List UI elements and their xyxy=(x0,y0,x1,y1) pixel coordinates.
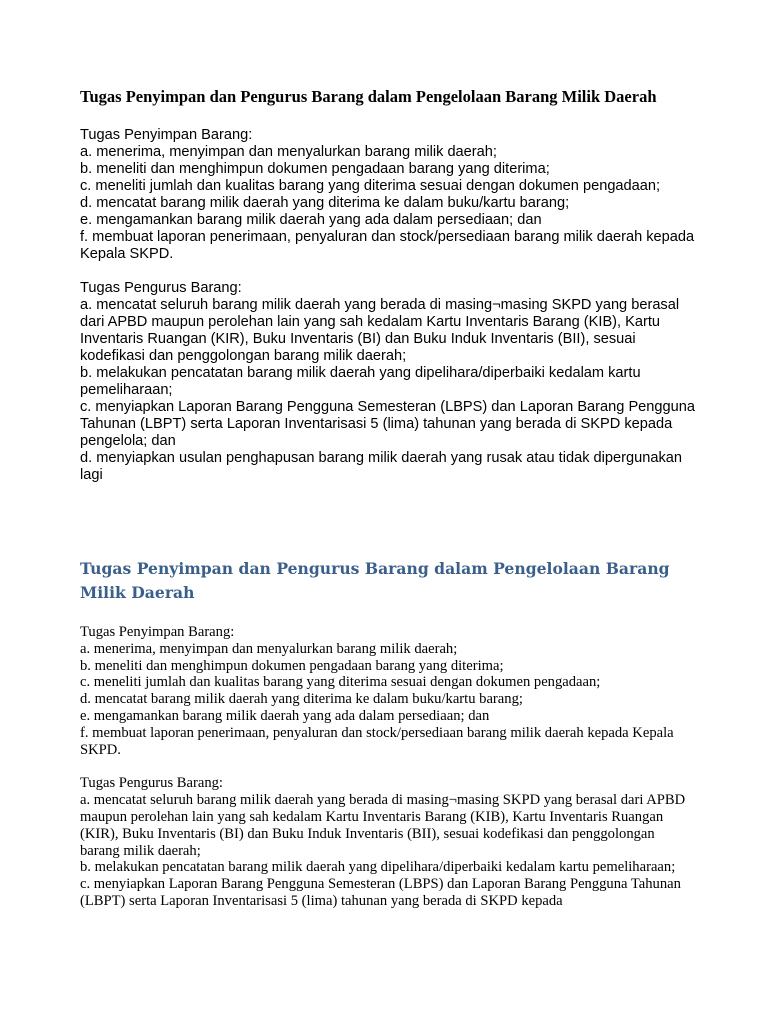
list-item: b. melakukan pencatatan barang milik daerah yang dipelihara/diperbaiki kedalam kartu pemeliharaan; xyxy=(80,859,676,876)
list-item: b. meneliti dan menghimpun dokumen pengadaan barang yang diterima; xyxy=(80,657,504,674)
list-item: f. membuat laporan penerimaan, penyaluran dan stock/persediaan barang milik daerah kepada Kepala SKPD. xyxy=(80,229,695,262)
list-item: a. menerima, menyimpan dan menyalurkan barang milik daerah; xyxy=(80,144,497,160)
list-item: c. meneliti jumlah dan kualitas barang yang diterima sesuai dengan dokumen pengadaan; xyxy=(80,674,601,691)
section-title: Tugas Penyimpan dan Pengurus Barang dalam Pengelolaan Barang Milik Daerah xyxy=(80,559,670,602)
list-item: e. mengamankan barang milik daerah yang ada dalam persediaan; dan xyxy=(80,212,542,228)
pengurus-heading: Tugas Pengurus Barang: xyxy=(80,775,223,792)
list-item: d. mencatat barang milik daerah yang diterima ke dalam buku/kartu barang; xyxy=(80,195,570,211)
penyimpan-list xyxy=(80,127,700,263)
list-item: d. menyiapkan usulan penghapusan barang milik daerah yang rusak atau tidak dipergunakan lagi xyxy=(80,450,682,483)
penyimpan-list xyxy=(80,624,690,758)
list-item: a. mencatat seluruh barang milik daerah yang berada di masing¬masing SKPD yang berasal dari APBD maupun perolehan lain yang sah kedalam Kartu Inventaris Barang (KIB), Kartu Inventaris Ruangan (KIR), Buku Inventaris (BI) dan Buku Induk Inventaris (BII), sesuai kodefikasi dan penggolongan barang milik daerah; xyxy=(80,297,680,364)
list-item: d. mencatat barang milik daerah yang diterima ke dalam buku/kartu barang; xyxy=(80,691,523,708)
list-item: b. meneliti dan menghimpun dokumen pengadaan barang yang diterima; xyxy=(80,161,550,177)
list-item: a. menerima, menyimpan dan menyalurkan barang milik daerah; xyxy=(80,640,458,657)
list-item: f. membuat laporan penerimaan, penyaluran dan stock/persediaan barang milik daerah kepada Kepala SKPD. xyxy=(80,724,674,758)
penyimpan-heading: Tugas Penyimpan Barang: xyxy=(80,624,235,640)
pengurus-list xyxy=(80,280,700,484)
pengurus-heading: Tugas Pengurus Barang: xyxy=(80,280,242,296)
list-item: a. mencatat seluruh barang milik daerah yang berada di masing¬masing SKPD yang berasal dari APBD maupun perolehan lain yang sah kedalam Kartu Inventaris Barang (KIB), Kartu Inventaris Ruangan (KIR), Buku Inventaris (BI) dan Buku Induk Inventaris (BII), sesuai kodefikasi dan penggolongan barang milik daerah; xyxy=(80,792,686,859)
list-item: e. mengamankan barang milik daerah yang ada dalam persediaan; dan xyxy=(80,707,490,724)
penyimpan-heading: Tugas Penyimpan Barang: xyxy=(80,127,253,143)
section-title: Tugas Penyimpan dan Pengurus Barang dalam Pengelolaan Barang Milik Daerah xyxy=(80,87,657,106)
pengurus-list xyxy=(80,775,690,909)
list-item: c. menyiapkan Laporan Barang Pengguna Semesteran (LBPS) dan Laporan Barang Pengguna Tahunan (LBPT) serta Laporan Inventarisasi 5 (lima) tahunan yang berada di SKPD kepada xyxy=(80,876,681,909)
section-styled xyxy=(80,557,690,910)
section-plain xyxy=(80,87,700,484)
list-item: c. menyiapkan Laporan Barang Pengguna Semesteran (LBPS) dan Laporan Barang Pengguna Tahunan (LBPT) serta Laporan Inventarisasi 5 (lima) tahunan yang berada di SKPD kepada pengelola; dan xyxy=(80,399,695,449)
list-item: c. meneliti jumlah dan kualitas barang yang diterima sesuai dengan dokumen pengadaan; xyxy=(80,178,661,194)
list-item: b. melakukan pencatatan barang milik daerah yang dipelihara/diperbaiki kedalam kartu pemeliharaan; xyxy=(80,365,641,398)
